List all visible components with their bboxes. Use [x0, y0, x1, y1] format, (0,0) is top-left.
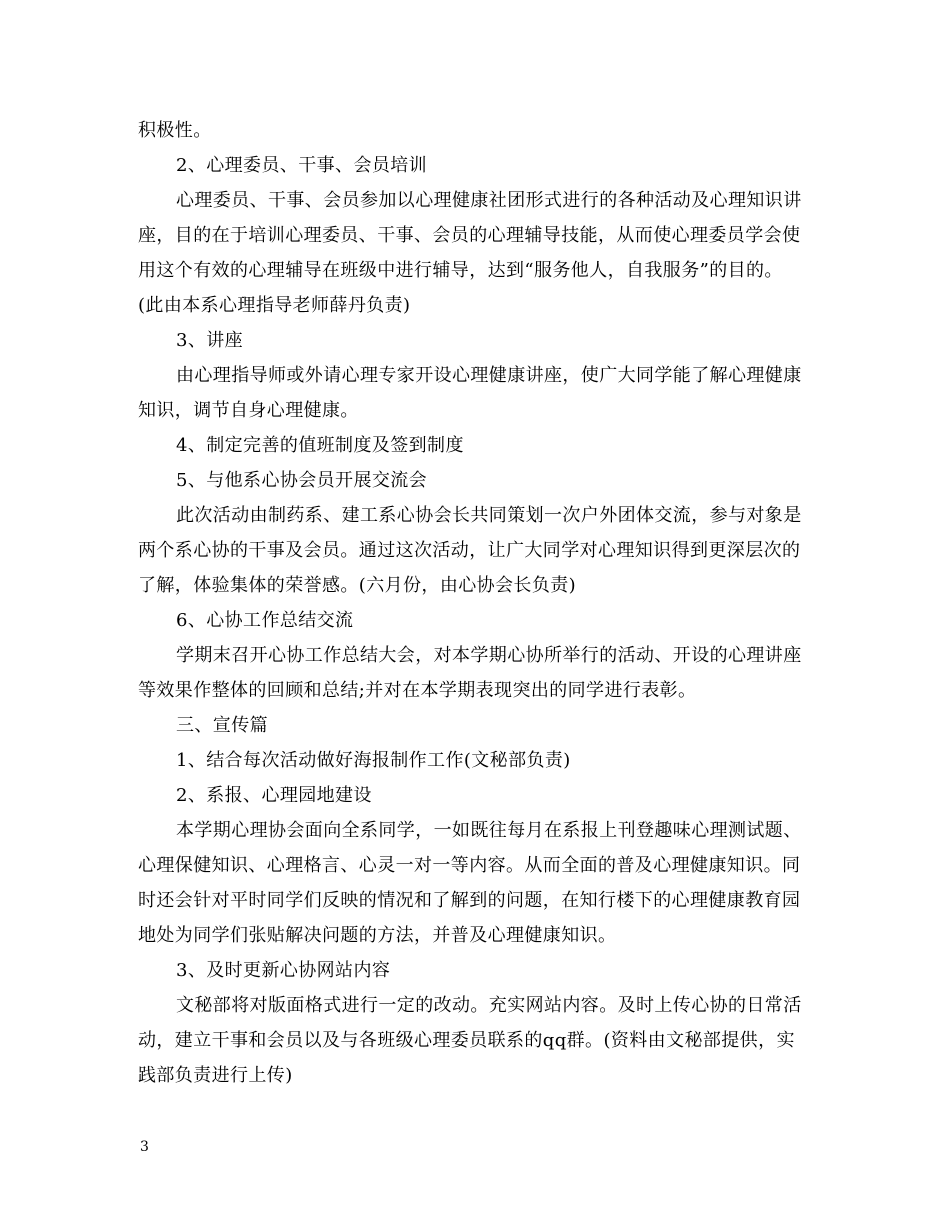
text-line: 由心理指导师或外请心理专家开设心理健康讲座，使广大同学能了解心理健康 — [176, 365, 802, 386]
text-line: 两个系心协的干事及会员。通过这次活动，让广大同学对心理知识得到更深层次的 — [138, 540, 801, 561]
text-line: 践部负责进行上传) — [138, 1065, 293, 1086]
text-line: 3、及时更新心协网站内容 — [176, 960, 391, 981]
text-line: 时还会针对平时同学们反映的情况和了解到的问题，在知行楼下的心理健康教育园 — [138, 890, 801, 911]
text-line: 2、系报、心理园地建设 — [176, 785, 372, 806]
text-line: 座，目的在于培训心理委员、干事、会员的心理辅导技能，从而使心理委员学会使 — [138, 225, 801, 246]
text-line: 等效果作整体的回顾和总结;并对在本学期表现突出的同学进行表彰。 — [138, 680, 697, 701]
text-line: 积极性。 — [138, 120, 212, 141]
text-line: 6、心协工作总结交流 — [176, 610, 354, 631]
text-line: 用这个有效的心理辅导在班级中进行辅导，达到“服务他人，自我服务”的目的。 — [138, 260, 783, 281]
text-line: 知识，调节自身心理健康。 — [138, 400, 359, 421]
text-line: 3、讲座 — [176, 330, 244, 351]
text-line: 1、结合每次活动做好海报制作工作(文秘部负责) — [176, 750, 571, 771]
text-line: 地处为同学们张贴解决问题的方法，并普及心理健康知识。 — [138, 925, 617, 946]
text-line: 学期末召开心协工作总结大会，对本学期心协所举行的活动、开设的心理讲座 — [176, 645, 802, 666]
page-number: 3 — [140, 1139, 149, 1155]
text-line: 心理委员、干事、会员参加以心理健康社团形式进行的各种活动及心理知识讲 — [176, 190, 802, 211]
text-line: 2、心理委员、干事、会员培训 — [176, 155, 428, 176]
text-line: 文秘部将对版面格式进行一定的改动。充实网站内容。及时上传心协的日常活 — [176, 995, 802, 1016]
text-line: 4、制定完善的值班制度及签到制度 — [176, 435, 464, 456]
text-line: 此次活动由制药系、建工系心协会长共同策划一次户外团体交流，参与对象是 — [176, 505, 802, 526]
text-line: (此由本系心理指导老师薛丹负责) — [138, 295, 411, 316]
text-line: 动，建立干事和会员以及与各班级心理委员联系的qq群。(资料由文秘部提供，实 — [138, 1030, 795, 1051]
body-text — [138, 113, 814, 1093]
text-line: 5、与他系心协会员开展交流会 — [176, 470, 428, 491]
text-line: 三、宣传篇 — [176, 715, 268, 736]
text-line: 心理保健知识、心理格言、心灵一对一等内容。从而全面的普及心理健康知识。同 — [138, 855, 801, 876]
text-line: 本学期心理协会面向全系同学，一如既往每月在系报上刊登趣味心理测试题、 — [176, 820, 802, 841]
text-line: 了解，体验集体的荣誉感。(六月份，由心协会长负责) — [138, 575, 577, 596]
